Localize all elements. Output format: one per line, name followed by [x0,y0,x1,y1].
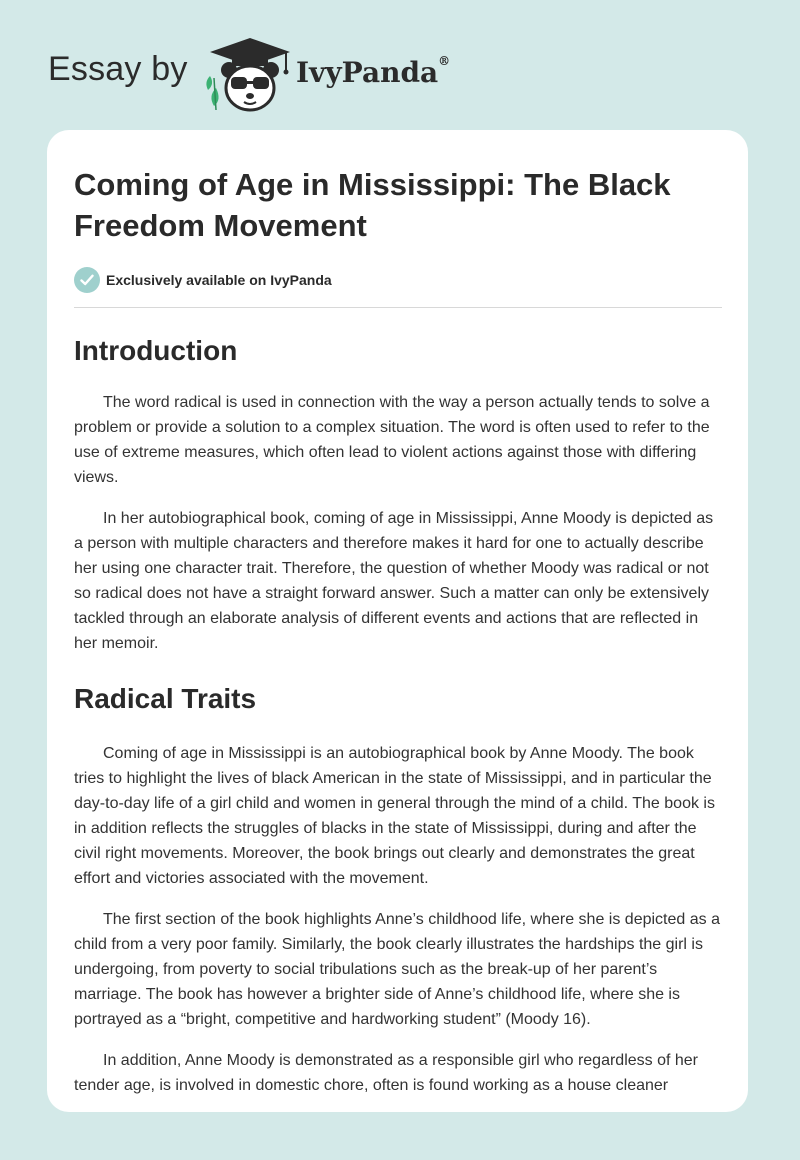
paragraph: Coming of age in Mississippi is an autobiographical book by Anne Moody. The book tries to highlight the lives of black American in the state of Mississippi, and in particular the day-to-day life of a girl child and women in general through the mind of a child. The book is in addition reflects the struggles of blacks in the state of Mississippi, during and after the civil right movements. Moreover, the book brings out clearly and demonstrates the great effort and victories associated with the movement. [74,745,715,887]
essay-by-label: Essay by [48,50,188,88]
site-header [46,36,546,116]
section-heading: Introduction [74,335,238,366]
paragraph: In addition, Anne Moody is demonstrated as a responsible girl who regardless of her tender age, is involved in domestic chore, often is found working as a house cleaner [74,1052,699,1094]
paragraph: The first section of the book highlights Anne’s childhood life, where she is depicted as a child from a very poor family. Similarly, the book clearly illustrates the hardships the girl is undergoing, from poverty to social tribulations such as the break-up of her parent’s marriage. The book has however a brighter side of Anne’s childhood life, where she is portrayed as a “bright, competitive and hardworking student” (Moody 16). [74,911,720,1028]
section-introduction [74,334,722,656]
essay-card [47,130,748,1112]
section-radical-traits [74,682,722,1098]
title-divider [74,307,722,308]
paragraph: The word radical is used in connection with the way a person actually tends to solve a problem or provide a solution to a complex situation. The word is often used to refer to the use of extreme measures, which often lead to violent actions against those with differing views. [74,394,710,486]
exclusive-badge [74,266,722,294]
brand-name[interactable]: IvyPanda® [296,54,451,89]
trademark-symbol: ® [438,54,451,68]
essay-title: Coming of Age in Mississippi: The Black Freedom Movement [74,167,671,243]
section-heading: Radical Traits [74,683,257,714]
ivypanda-logo-icon[interactable] [202,36,298,112]
exclusive-badge-text: Exclusively available on IvyPanda [106,272,332,288]
checkmark-icon [74,267,100,293]
paragraph: In her autobiographical book, coming of age in Mississippi, Anne Moody is depicted as a person with multiple characters and therefore makes it hard for one to actually describe her using one character trait. Therefore, the question of whether Moody was radical or not so radical does not have a straight forward answer. Such a matter can only be extensively tackled through an elaborate analysis of different events and actions that are reflected in her memoir. [74,510,714,652]
essay-content [74,164,722,1098]
